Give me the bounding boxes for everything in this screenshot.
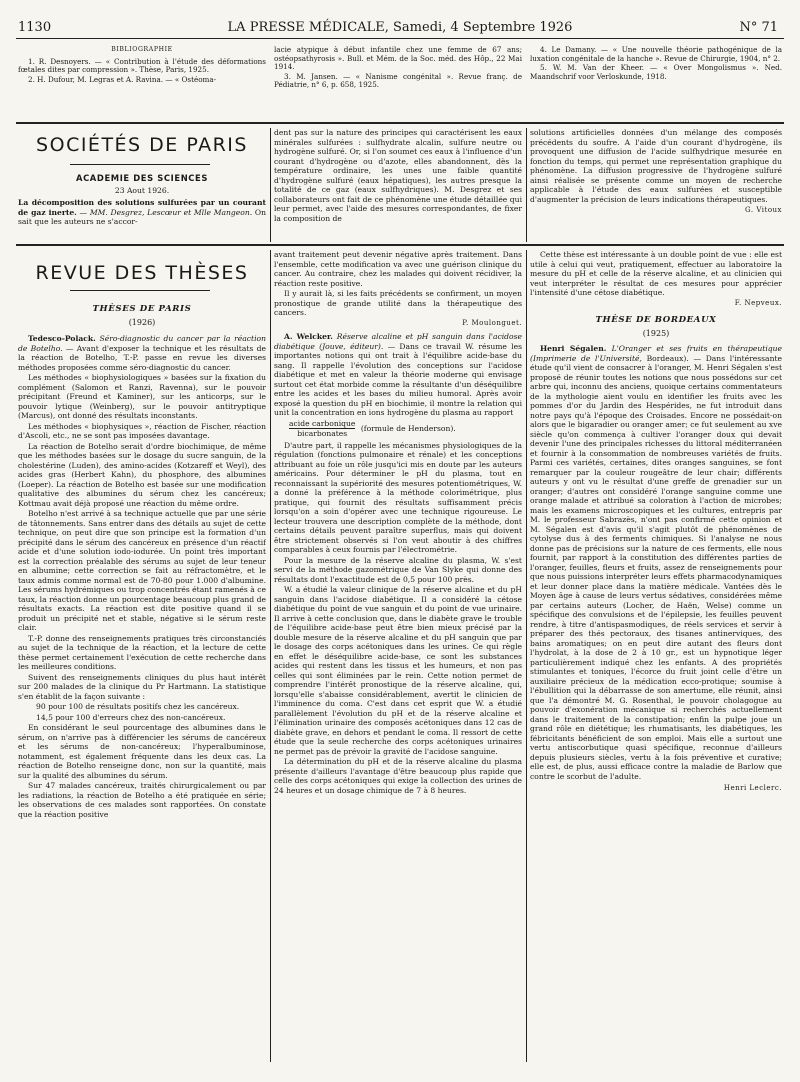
signature-moulonguet: P. Moulonguet.	[462, 318, 522, 327]
journal-title: LA PRESSE MÉDICALE, Samedi, 4 Septembre 1926	[227, 20, 573, 35]
column-divider	[526, 128, 527, 242]
moulonguet-para: avant traitement peut devenir négative après traitement. Dans l'ensemble, cette modification va avec une guérison clinique du cancer. Au contraire, chez les malades qui doivent récidiver, la réaction reste positive.	[274, 250, 522, 288]
year-bordeaux: (1925)	[642, 328, 670, 338]
tedesco-para: En considérant le seul pourcentage des albumines dans le sérum, on n'arrive pas à différencier les sérums de cancéreux et les sérums de non-cancéreux; l'hyperalbuminose, notamment, est également fréquente dans les deux cas. La réaction de Botelho renseigne donc, non sur la quantité, mais sur la qualité des albumines du sérum.	[18, 723, 266, 780]
welcker-para: W. a étudié la valeur clinique de la réserve alcaline et du pH sanguin dans l'acidose diabétique. Il a considéré la cétose diabétique du point de vue sanguin et du point de vue urinaire. Il arrive à cette conclusion que, dans le diabète grave le trouble de l'équilibre acide-base peut être bien mieux précisé par la double mesure de la réserve alcaline et du pH sanguin que par le dosage des corps acétoniques dans les urines. Ce qui règle en effet le déséquilibre acide-base, ce sont les substances acides qui restent dans les tissus et les humeurs, et non pas celles qui sont éliminées par le rein. Cette notion permet de comprendre l'intérêt pronostique de la réserve alcaline, qui, lorsqu'elle s'abaisse considérablement, avertit le clinicien de l'imminence du coma. C'est dans cet esprit que W. a étudié parallèlement l'évolution du pH et de la réserve alcaline et l'élimination urinaire des composés acétoniques dans 12 cas de diabète grave, en dehors et pendant le coma. Il ressort de cette étude que la seule recherche des corps acétoniques urinaires ne permet pas de prévoir la gravité de l'acidose sanguine.	[274, 585, 522, 756]
bib-entry: 2. H. Dufour, M. Legras et A. Ravina. — « Ostéoma-	[28, 74, 217, 84]
societes-title: SOCIÉTÉS DE PARIS	[36, 134, 248, 156]
welcker-para: D'autre part, il rappelle les mécanismes physiologiques de la régulation (fonctions pulmonaire et rénale) et les conceptions attribuant au foie un rôle jusqu'ici mis en doute par les auteurs américains. Pour déterminer le pH du plasma, tout en reconnaissant la supériorité des mesures potentiométriques, W. a donné la préférence à la méthode colorimétrique, plus pratique, qui fournit des résultats suffisamment précis lorsqu'on a soin d'opérer avec une technique rigoureuse. Le lecteur trouvera une description complète de la méthode, dont certains détails peuvent paraître superflus, mais qui doivent être strictement observés si l'on veut aboutir à des chiffres comparables à ceux fournis par l'électrométrie.	[274, 440, 522, 554]
welcker-para: La détermination du pH et de la réserve alcaline du plasma présente d'ailleurs l'avantage d'être beaucoup plus rapide que celle des corps acétoniques qui exige la collection des urines de 24 heures et un dosage chimique de 7 à 8 heures.	[274, 757, 522, 795]
segalen-body: — Dans l'intéressante étude qu'il vient de consacrer à l'oranger, M. Henri Ségalen s'est proposé de réunir toutes les notions que nous possédons sur cet arbre qui, inconnu des anciens, quoique certains commentateurs de la mythologie aient voulu en identifier les fruits avec les pommes d'or du Jardin des Hespérides, ne fut introduit dans notre pays qu'à l'époque des Croisades. Encore ne possédait-on alors que le bigaradier ou oranger amer; ce fut seulement au xve siècle qu'on commença à cultiver l'oranger doux qui devait devenir l'une des principales richesses du littoral méditerranéen et fournir à la consommation de nombreuses variétés de fruits. Parmi ces variétés, certaines, dites oranges sanguines, se font remarquer par la couleur rougeâtre de leur chair; différents auteurs y ont vu le résultat d'une greffe de grenadier sur un oranger; d'autres ont considéré l'orange sanguine comme une orange malade et attribué sa coloration à l'action de microbes; mais les examens microscopiques et les cultures, entrepris par M. le professeur Sabrazès, n'ont pas confirmé cette opinion et M. Ségalen est d'avis qu'il s'agit plutôt de phénomènes de cytolyse dus à des ferments chimiques. Si l'analyse ne nous donne pas de précisions sur la nature de ces ferments, elle nous fournit, par rapport à la constitution des différentes parties de l'oranger, feuilles, fleurs et fruits, assez de renseignements pour que nous puissions interpréter leurs effets pharmacodynamiques et leur donner place dans la matière médicale. Vantées dès le Moyen âge à cause de leurs vertus sédatives, considérées même par certains auteurs (Locher, de Haën, Welse) comme un spécifique des convulsions et de l'épilepsie, les feuilles peuvent rendre, à titre d'antispasmodiques, de réels services et servir à préparer des thés pectoraux, des tisanes antinerviques, des bains aromatiques; on en peut dire autant des fleurs dont l'hydrolat, à la dose de 2 à 10 gr., est un hypnotique léger particulièrement indiqué chez les enfants. A des propriétés stimulantes et toniques, l'écorce du fruit joint celle d'être un auxiliaire précieux de la médication ecco-protique; soumise à l'ébullition qui la débarrasse de son amertume, elle réunit, ainsi que l'a démontré M. G. Rosenthal, le pouvoir cholagogue au pouvoir d'exonération mécanique si recherchés actuellement dans le traitement de la constipation; enfin la pulpe joue un grand rôle en diététique; les rhumatisants, les diabétiques, les fébricitants bénéficient de son emploi. Mais elle a surtout une vertu antiscorbutique quasi spécifique, reconnue d'ailleurs depuis plusieurs siècles, vertu à la fois préventive et curative; elle est, de plus, aussi efficace contre la maladie de Barlow que contre le scorbut de l'adulte.	[530, 353, 782, 781]
tedesco-para: Suivent des renseignements cliniques du plus haut intérêt sur 200 malades de la clinique du Pr Hartmann. La statistique s'en établit de la façon suivante :	[18, 672, 266, 701]
tedesco-para: Sur 47 malades cancéreux, traités chirurgicalement ou par les radiations, la réaction de Botelho a été pratiquée en série; les observations de ces malades sont rapportées. On constate que la réaction positive	[18, 781, 266, 819]
title-underline	[70, 164, 210, 165]
revue-col-1	[18, 334, 266, 1064]
segalen-lead	[530, 344, 782, 781]
title-underline-2	[70, 290, 210, 291]
bib-entry: 3. M. Jansen. — « Nanisme congénital ». Revue franç. de Pédiatrie, n° 6, p. 658, 1925.	[274, 71, 522, 90]
fraction-numerator: acide carbonique	[289, 418, 356, 428]
tedesco-stat: 14,5 pour 100 d'erreurs chez des non-cancéreux.	[36, 712, 226, 722]
header-rule	[16, 38, 784, 39]
bib-entry: 4. Le Damany. — « Une nouvelle théorie pathogénique de la luxation congénitale de la hanche ». Revue de Chirurgie, 1904, n° 2.	[530, 46, 782, 63]
lead-title: La décomposition des solutions sulfurées par un courant de gaz inerte.	[18, 198, 266, 217]
revue-col-2	[274, 250, 522, 1064]
column-divider	[270, 128, 271, 242]
societes-col-3	[530, 128, 782, 242]
signature-vitoux: G. Vitoux	[745, 206, 782, 214]
welcker-author: A. Welcker.	[284, 332, 333, 341]
bib-entry: 1. R. Desnoyers. — « Contribution à l'étude des déformations fœtales dites par compression ». Thèse, Paris, 1925.	[18, 56, 266, 75]
signature-leclerc: Henri Leclerc.	[723, 784, 782, 792]
signature-nepveux: F. Nepveux.	[734, 298, 782, 307]
fraction-denominator: bicarbonates	[297, 429, 348, 438]
tedesco-lead	[18, 334, 266, 372]
nepveux-para: Cette thèse est intéressante à un double point de vue : elle est utile à celui qui veut, pratiquement, effectuer au laboratoire la mesure du pH et celle de la réserve alcaline, et au clinicien qui veut interpréter le résultat de ces mesures pour apprécier l'intensité d'une cétose diabétique.	[530, 250, 782, 297]
column-divider	[526, 250, 527, 1062]
segalen-publisher: Bordeaux).	[646, 353, 689, 363]
fraction-tail: (formule de Henderson).	[360, 423, 456, 433]
section-rule-2	[16, 244, 784, 246]
year-paris: (1926)	[128, 318, 156, 327]
theses-bordeaux-heading: THÈSE DE BORDEAUX	[595, 315, 717, 325]
fraction	[289, 419, 355, 439]
segalen-title: L'Oranger et ses fruits en thérapeutique (Imprimerie de l'Université,	[530, 344, 782, 363]
issue-number: N° 71	[739, 20, 778, 35]
revue-title: REVUE DES THÈSES	[35, 262, 249, 284]
welcker-para: Pour la mesure de la réserve alcaline du plasma, W. s'est servi de la méthode gazométrique de Van Slyke qui donne des résultats dont l'exactitude est de 0,5 pour 100 près.	[274, 555, 522, 584]
tedesco-para: Les méthodes « biophysiques », réaction de Fischer, réaction d'Ascoli, etc., ne se sont pas imposées davantage.	[18, 421, 266, 440]
bibliography-title: BIBLIOGRAPHIE	[111, 46, 173, 53]
academy-heading: ACADÉMIE DES SCIENCES	[75, 174, 208, 183]
welcker-publisher: (Jouve, éditeur).	[319, 341, 384, 351]
tedesco-author: Tedesco-Polack.	[28, 334, 96, 343]
lead-authors: — MM. Desgrez, Lescœur et Mlle Mangeon.	[79, 207, 253, 217]
segalen-author: Henri Ségalen.	[540, 344, 607, 353]
welcker-title: Réserve alcaline et pH sanguin dans l'acidose diabétique	[274, 332, 522, 351]
welcker-intro: — Dans ce travail W. résume les importantes notions qui ont trait à l'équilibre acide-base du sang. Il rappelle l'évolution des conceptions sur l'acidose diabétique et met en valeur la théorie moderne qui envisage surtout cet état morbide comme la résultante d'un déséquilibre entre les acides et les bases du milieu humoral. Après avoir exposé la question du pH en biochimie, il montre la relation qui unit la concentration en ions hydrogène du plasma au rapport	[274, 341, 522, 417]
tedesco-para: Botelho n'est arrivé à sa technique actuelle que par une série de tâtonnements. Sans entrer dans des détails au sujet de cette technique, on peut dire que son principe est la formation d'un précipité dans le sérum des cancéreux en présence d'un réactif acide et d'une solution iodo-iodurée. Un point très important est la correction préalable des sérums au sujet de leur teneur en albumine; cette correction se fait au réfractomètre, et le taux admis comme normal est de 70-80 pour 1.000 d'albumine. Les sérums hydrémiques ou trop concentrés étant ramenés à ce taux, la réaction donne un pourcentage beaucoup plus grand de résultats exacts. La réaction est dite positive quand il se produit un précipité net et stable, négative si le sérum reste clair.	[18, 509, 266, 632]
bibliography-col-2	[274, 46, 522, 122]
bib-entry: lacie atypique à début infantile chez une femme de 67 ans; ostéopsathyrosis ». Bull. et Mém. de la Soc. méd. des Hôp., 22 Mai 1914.	[274, 46, 522, 72]
societes-col-1	[18, 174, 266, 246]
academy-date: 23 Aout 1926.	[114, 185, 170, 195]
tedesco-para: T.-P. donne des renseignements pratiques très circonstanciés au sujet de la technique de la réaction, et la lecture de cette thèse permet certainement l'exécution de cette recherche dans les meilleures conditions.	[18, 633, 266, 671]
tedesco-para: La réaction de Botelho serait d'ordre biochimique, de même que les méthodes basées sur le dosage du sucre sanguin, de la cholestérine (Luden), des amino-acides (Kotzareff et Weyl), des acides gras (Herbert Kahn), du phosphore, des albumines (Loeper). La réaction de Botelho est basée sur une modification qualitative des albumines du sérum chez les cancéreux; Kottmau avait déjà proposé une réaction du même ordre.	[18, 441, 266, 508]
welcker-lead	[274, 332, 522, 418]
tedesco-para: — Avant d'exposer la technique et les résultats de la réaction de Botelho, T.-P. passe en revue les diverses méthodes proposées comme séro-diagnostic du cancer.	[18, 343, 266, 372]
moulonguet-para: Il y aurait là, si les faits précédents se confirment, un moyen pronostique de grande utilité dans la thérapeutique des cancers.	[274, 289, 522, 317]
lead-text: On sait que les auteurs ne s'accor-	[18, 207, 266, 226]
bibliography-col-1	[18, 46, 266, 122]
tedesco-stat: 90 pour 100 de résultats positifs chez les cancéreux.	[36, 702, 240, 711]
page-number: 1130	[18, 20, 52, 35]
henderson-formula	[286, 419, 522, 439]
societes-text-3: solutions artificielles données d'un mélange des composés précédents du soufre. A l'aide d'un courant d'hydrogène, ils provoquent une diffusion de l'acide sulfhydrique mesurée en fonction du temps, qui permet une représentation graphique du phénomène. La diffusion progressive de l'hydrogène sulfuré ainsi réalisée se présente comme un moyen de recherche applicable à l'étude des eaux sulfurées et susceptible d'augmenter la précision de leurs indications thérapeutiques.	[530, 128, 782, 204]
societes-text-2: dent pas sur la nature des principes qui caractérisent les eaux minérales sulfurées : sulfhydrate alcalin, sulfure neutre ou hydrogène sulfuré. Or, si l'on soumet ces eaux à l'influence d'un courant d'hydrogène ou d'azote, elles abandonnent, dès la température ordinaire, les unes une faible quantité d'hydrogène sulfuré (eaux hépatiques), les autres presque la totalité de ce gaz (eaux sulfhydriques). M. Desgrez et ses collaborateurs ont fait de ce phénomène une étude détaillée qui leur permet, avec l'aide des mesures correspondantes, de fixer la composition de	[274, 128, 522, 223]
tedesco-title: Séro-diagnostic du cancer par la réaction de Botelho.	[18, 334, 266, 353]
bibliography-col-3	[530, 46, 782, 122]
societes-lead	[18, 198, 266, 227]
bib-entry: 5. W. M. Van der Kheer. — « Over Mongolismus ». Ned. Maandschrif voor Verloskunde, 1918.	[530, 63, 782, 81]
revue-col-3	[530, 250, 782, 1064]
tedesco-para: Les méthodes « biophysiologiques » basées sur la fixation du complément (Salomon et Ranzi, Ravenna), sur le pouvoir précipitant (Freund et Kaminer), sur les anticorps, sur le pouvoir lytique (Weinberg), sur le pouvoir antitryptique (Marcus), ont donné des résultats inconstants.	[18, 373, 266, 420]
societes-col-2	[274, 128, 522, 242]
section-rule	[16, 122, 784, 124]
column-divider	[270, 250, 271, 1062]
theses-paris-heading: THÈSES DE PARIS	[92, 304, 192, 314]
